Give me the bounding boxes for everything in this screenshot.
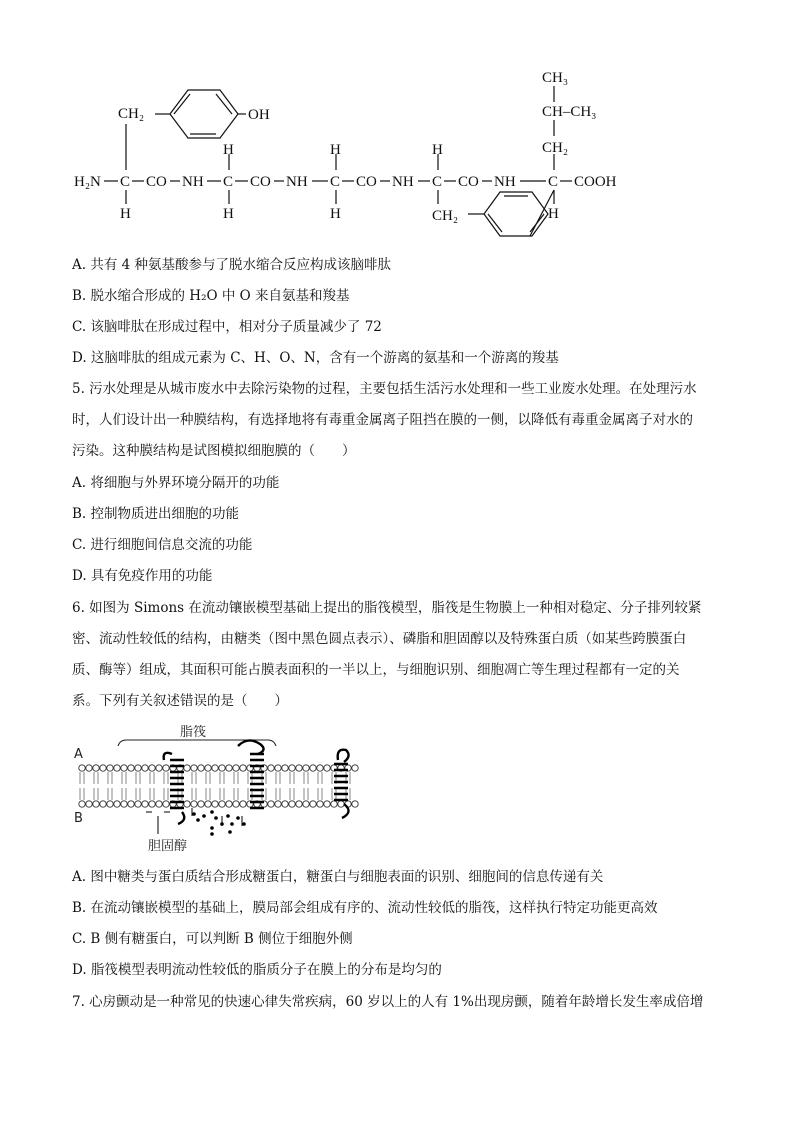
q6-option-d: D. 脂筏模型表明流动性较低的脂质分子在膜上的分布是均匀的 [72,962,442,978]
co-2: CO [250,174,271,190]
q6-stem-line3: 质、酶等）组成，其面积可能占膜表面积的一半以上，与细胞识别、细胞凋亡等生理过程都有一定的关 [72,662,680,678]
h-gly1-bottom: H [223,206,234,222]
q5-option-c: C. 进行细胞间信息交流的功能 [72,537,253,553]
q5-option-d: D. 具有免疫作用的功能 [72,568,213,584]
q5-stem-line2: 时，人们设计出一种膜结构，有选择地将有毒重金属离子阻挡在膜的一侧，以降低有毒重金属离子对水的 [72,412,693,428]
nh-1: NH [182,174,204,190]
lipid-raft-diagram [72,720,372,860]
ch2-leu: CH₂ [542,140,569,156]
q6-stem-line4: 系。下列有关叙述错误的是（ ） [72,693,288,709]
c-alpha-2: C [223,174,234,190]
ch-ch3: CH–CH₃ [542,104,597,120]
q6-option-a: A. 图中糖类与蛋白质结合形成糖蛋白，糖蛋白与细胞表面的识别、细胞间的信息传递有关 [72,869,604,885]
co-3: CO [356,174,377,190]
benzene-ring-tyr [170,90,238,138]
sugar-dots [192,810,246,836]
q6-stem-line2: 密、流动性较低的结构，由糖类（图中黑色圆点表示）、磷脂和胆固醇以及特殊蛋白质（如某些跨膜蛋白 [72,631,687,647]
q5-stem-line3: 污染。这种膜结构是试图模拟细胞膜的（ ） [72,443,356,459]
peptide-structure-diagram [60,62,640,252]
transmembrane-proteins [164,740,349,824]
co-1: CO [146,174,167,190]
q5-option-b: B. 控制物质进出细胞的功能 [72,506,240,522]
h-tyr-bottom: H [120,206,131,222]
q4-option-a: A. 共有 4 种氨基酸参与了脱水缩合反应构成该脑啡肽 [72,257,392,273]
q6-option-c: C. B 侧有糖蛋白，可以判断 B 侧位于细胞外侧 [72,931,353,947]
ch2-phe: CH₂ [432,208,459,224]
nh-3: NH [392,174,414,190]
q6-stem-line1: 6. 如图为 Simons 在流动镶嵌模型基础上提出的脂筏模型，脂筏是生物膜上一种相对稳定、分子排列较紧 [72,600,702,616]
ch2-tyr: CH₂ [118,106,145,122]
label-lipid-raft: 脂筏 [180,725,207,740]
q6-option-b: B. 在流动镶嵌模型的基础上，膜局部会组成有序的、流动性较低的脂筏，这样执行特定功能更高效 [72,900,658,916]
ch3-top: CH₃ [542,70,569,86]
h-gly1-top: H [223,142,234,158]
c-alpha-5: C [548,174,559,190]
c-alpha-1: C [120,174,131,190]
h-phe-top: H [432,142,443,158]
label-cholesterol: 胆固醇 [148,839,188,854]
q5-option-a: A. 将细胞与外界环境分隔开的功能 [72,475,280,491]
q4-option-b: B. 脱水缩合形成的 H₂O 中 O 来自氨基和羧基 [72,288,350,304]
phospholipid-tails [80,772,350,800]
h-gly2-bottom: H [330,206,341,222]
phospholipid-heads-top [79,765,358,771]
nh-4: NH [494,174,516,190]
benzene-ring-phe [484,192,548,236]
label-side-a: A [74,747,83,762]
h-gly2-top: H [330,142,341,158]
cholesterol-marker [146,808,242,834]
carboxyl-terminus: COOH [574,174,617,190]
q4-option-d: D. 这脑啡肽的组成元素为 C、H、O、N，含有一个游离的氨基和一个游离的羧基 [72,350,559,366]
nh-2: NH [286,174,308,190]
c-alpha-3: C [330,174,341,190]
oh-group: OH [248,107,270,123]
c-alpha-4: C [432,174,443,190]
q7-stem-line1: 7. 心房颤动是一种常见的快速心律失常疾病，60 岁以上的人有 1%出现房颤，随着年龄增长发生率成倍增 [72,994,704,1010]
co-4: CO [458,174,479,190]
label-side-b: B [74,811,83,826]
q5-stem-line1: 5. 污水处理是从城市废水中去除污染物的过程，主要包括生活污水处理和一些工业废水处理。在处理污水 [72,381,697,397]
q4-option-c: C. 该脑啡肽在形成过程中，相对分子质量减少了 72 [72,319,382,335]
amino-terminus: H₂N [74,174,101,190]
h-leu-bottom: H [548,206,559,222]
phospholipid-heads-bottom [79,801,358,807]
